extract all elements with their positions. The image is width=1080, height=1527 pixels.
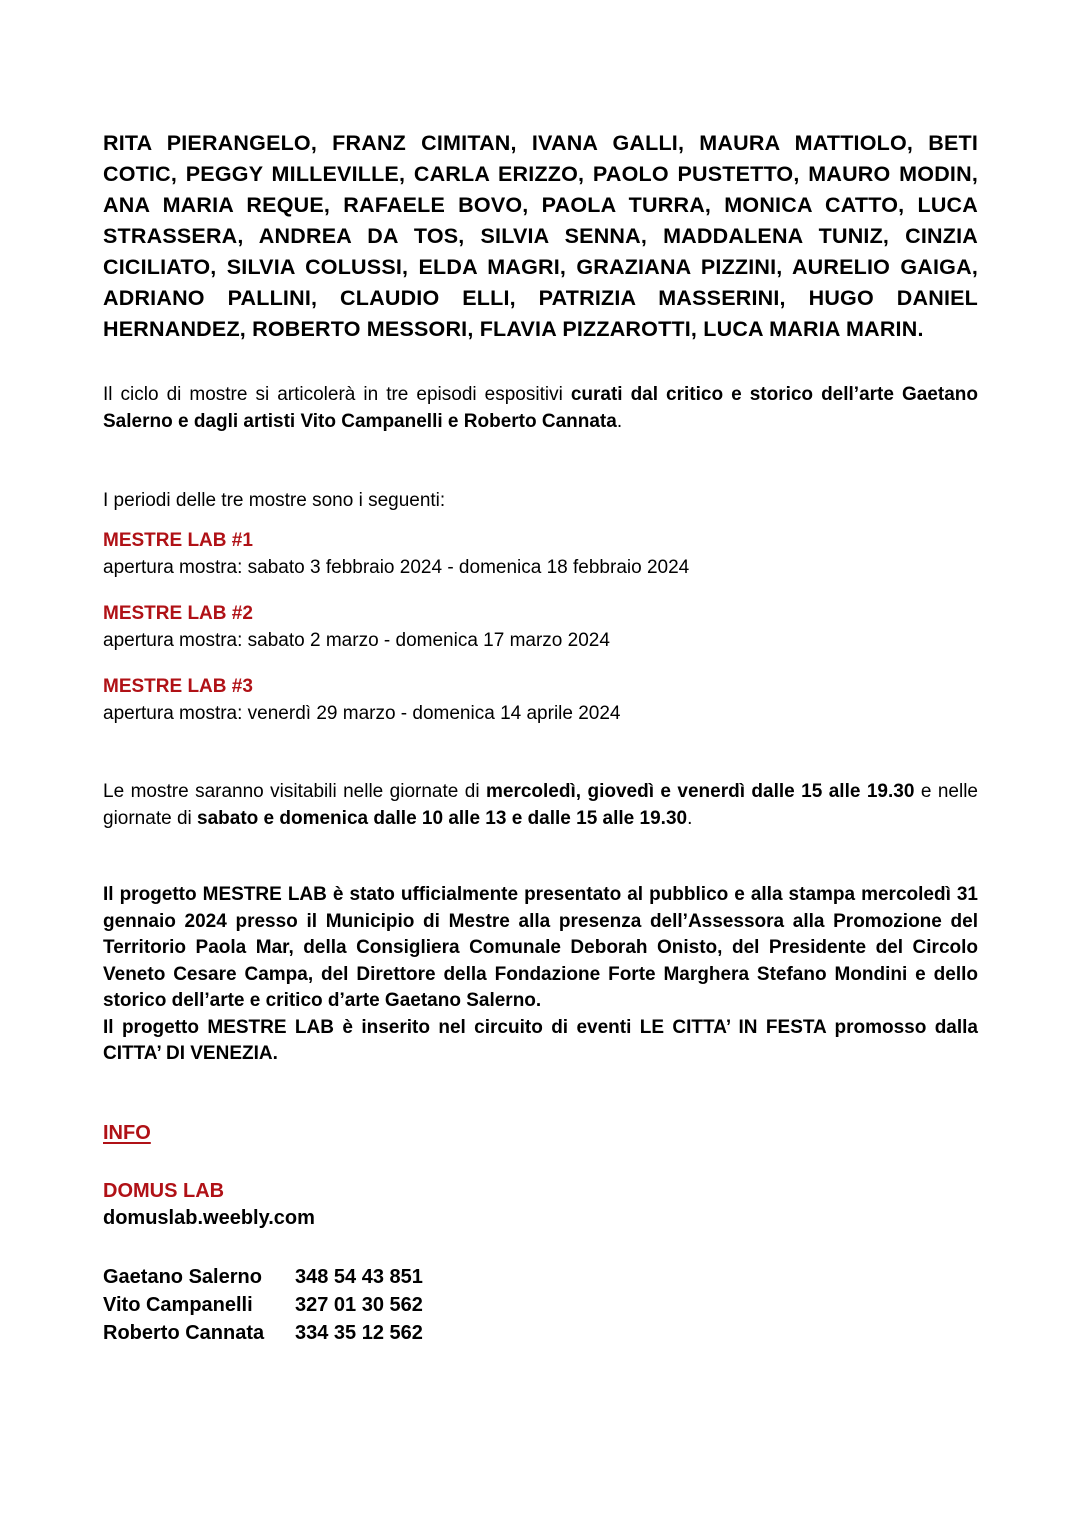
exhibition-dates-2: apertura mostra: sabato 2 marzo - domenica 17 marzo 2024	[103, 630, 610, 651]
artists-list: RITA PIERANGELO, FRANZ CIMITAN, IVANA GALLI, MAURA MATTIOLO, BETI COTIC, PEGGY MILLEVILLE, CARLA ERIZZO, PAOLO PUSTETTO, MAURO MODIN, ANA MARIA REQUE, RAFAELE BOVO, PAOLA TURRA, MONICA CATTO, LUCA STRASSERA, ANDREA DA TOS, SILVIA SENNA, MADDALENA TUNIZ, CINZIA CICILIATO, SILVIA COLUSSI, ELDA MAGRI, GRAZIANA PIZZINI, AURELIO GAIGA, ADRIANO PALLINI, CLAUDIO ELLI, PATRIZIA MASSERINI, HUGO DANIEL HERNANDEZ, ROBERTO MESSORI, FLAVIA PIZZAROTTI, LUCA MARIA MARIN.	[103, 131, 978, 341]
contacts-list	[103, 1263, 978, 1347]
contact-phone-3: 334 35 12 562	[295, 1321, 423, 1344]
exhibition-block-3	[103, 673, 978, 727]
cycle-paragraph	[103, 381, 978, 435]
hours-paragraph	[103, 778, 978, 832]
curators-text: curati dal critico e storico dell’arte Gaetano Salerno e dagli artisti Vito Campanelli e Roberto Cannata	[103, 384, 978, 432]
contact-phone-1: 348 54 43 851	[295, 1265, 423, 1288]
exhibition-block-2	[103, 600, 978, 654]
organization-name: DOMUS LAB	[103, 1179, 225, 1202]
contact-name-3: Roberto Cannata	[103, 1321, 265, 1344]
exhibition-block-1	[103, 527, 978, 581]
hours-weekday-times: mercoledì, giovedì e venerdì dalle 15 alle 19.30	[486, 781, 915, 802]
exhibition-title-2: MESTRE LAB #2	[103, 603, 253, 624]
hours-text-2: e nelle giornate di	[103, 781, 978, 829]
exhibition-title-1: MESTRE LAB #1	[103, 530, 253, 551]
cycle-intro-text: Il ciclo di mostre si articolerà in tre episodi espositivi	[103, 384, 571, 405]
exhibition-dates-3: apertura mostra: venerdì 29 marzo - domenica 14 aprile 2024	[103, 703, 621, 724]
hours-end-text: .	[687, 808, 693, 829]
exhibition-title-3: MESTRE LAB #3	[103, 676, 253, 697]
website-url: domuslab.weebly.com	[103, 1206, 315, 1229]
contact-row-3	[103, 1319, 978, 1347]
cycle-end-text: .	[616, 411, 623, 432]
info-heading: INFO	[103, 1121, 151, 1144]
periods-intro: I periodi delle tre mostre sono i seguenti:	[103, 490, 446, 511]
exhibition-dates-1: apertura mostra: sabato 3 febbraio 2024 - domenica 18 febbraio 2024	[103, 557, 690, 578]
contact-row-1	[103, 1263, 978, 1291]
presentation-paragraph	[103, 882, 978, 1068]
hours-weekend-times: sabato e domenica dalle 10 alle 13 e dalle 15 alle 19.30	[197, 808, 688, 829]
contact-name-2: Vito Campanelli	[103, 1293, 253, 1316]
contact-phone-2: 327 01 30 562	[295, 1293, 423, 1316]
hours-text-1: Le mostre saranno visitabili nelle giornate di	[103, 781, 486, 802]
presentation-text-1: Il progetto MESTRE LAB è stato ufficialmente presentato al pubblico e alla stampa mercoledì 31 gennaio 2024 presso il Municipio di Mestre alla presenza dell’Assessora alla Promozione del Territorio Paola Mar, della Consigliera Comunale Deborah Onisto, del Presidente del Circolo Veneto Cesare Campa, del Direttore della Fondazione Forte Marghera Stefano Mondini e dello storico dell’arte e critico d’arte Gaetano Salerno.	[103, 884, 978, 1011]
contact-name-1: Gaetano Salerno	[103, 1265, 262, 1288]
document-content	[103, 0, 978, 1347]
contact-row-2	[103, 1291, 978, 1319]
presentation-text-2: Il progetto MESTRE LAB è inserito nel circuito di eventi LE CITTA’ IN FESTA promosso dalla CITTA’ DI VENEZIA.	[103, 1016, 978, 1064]
